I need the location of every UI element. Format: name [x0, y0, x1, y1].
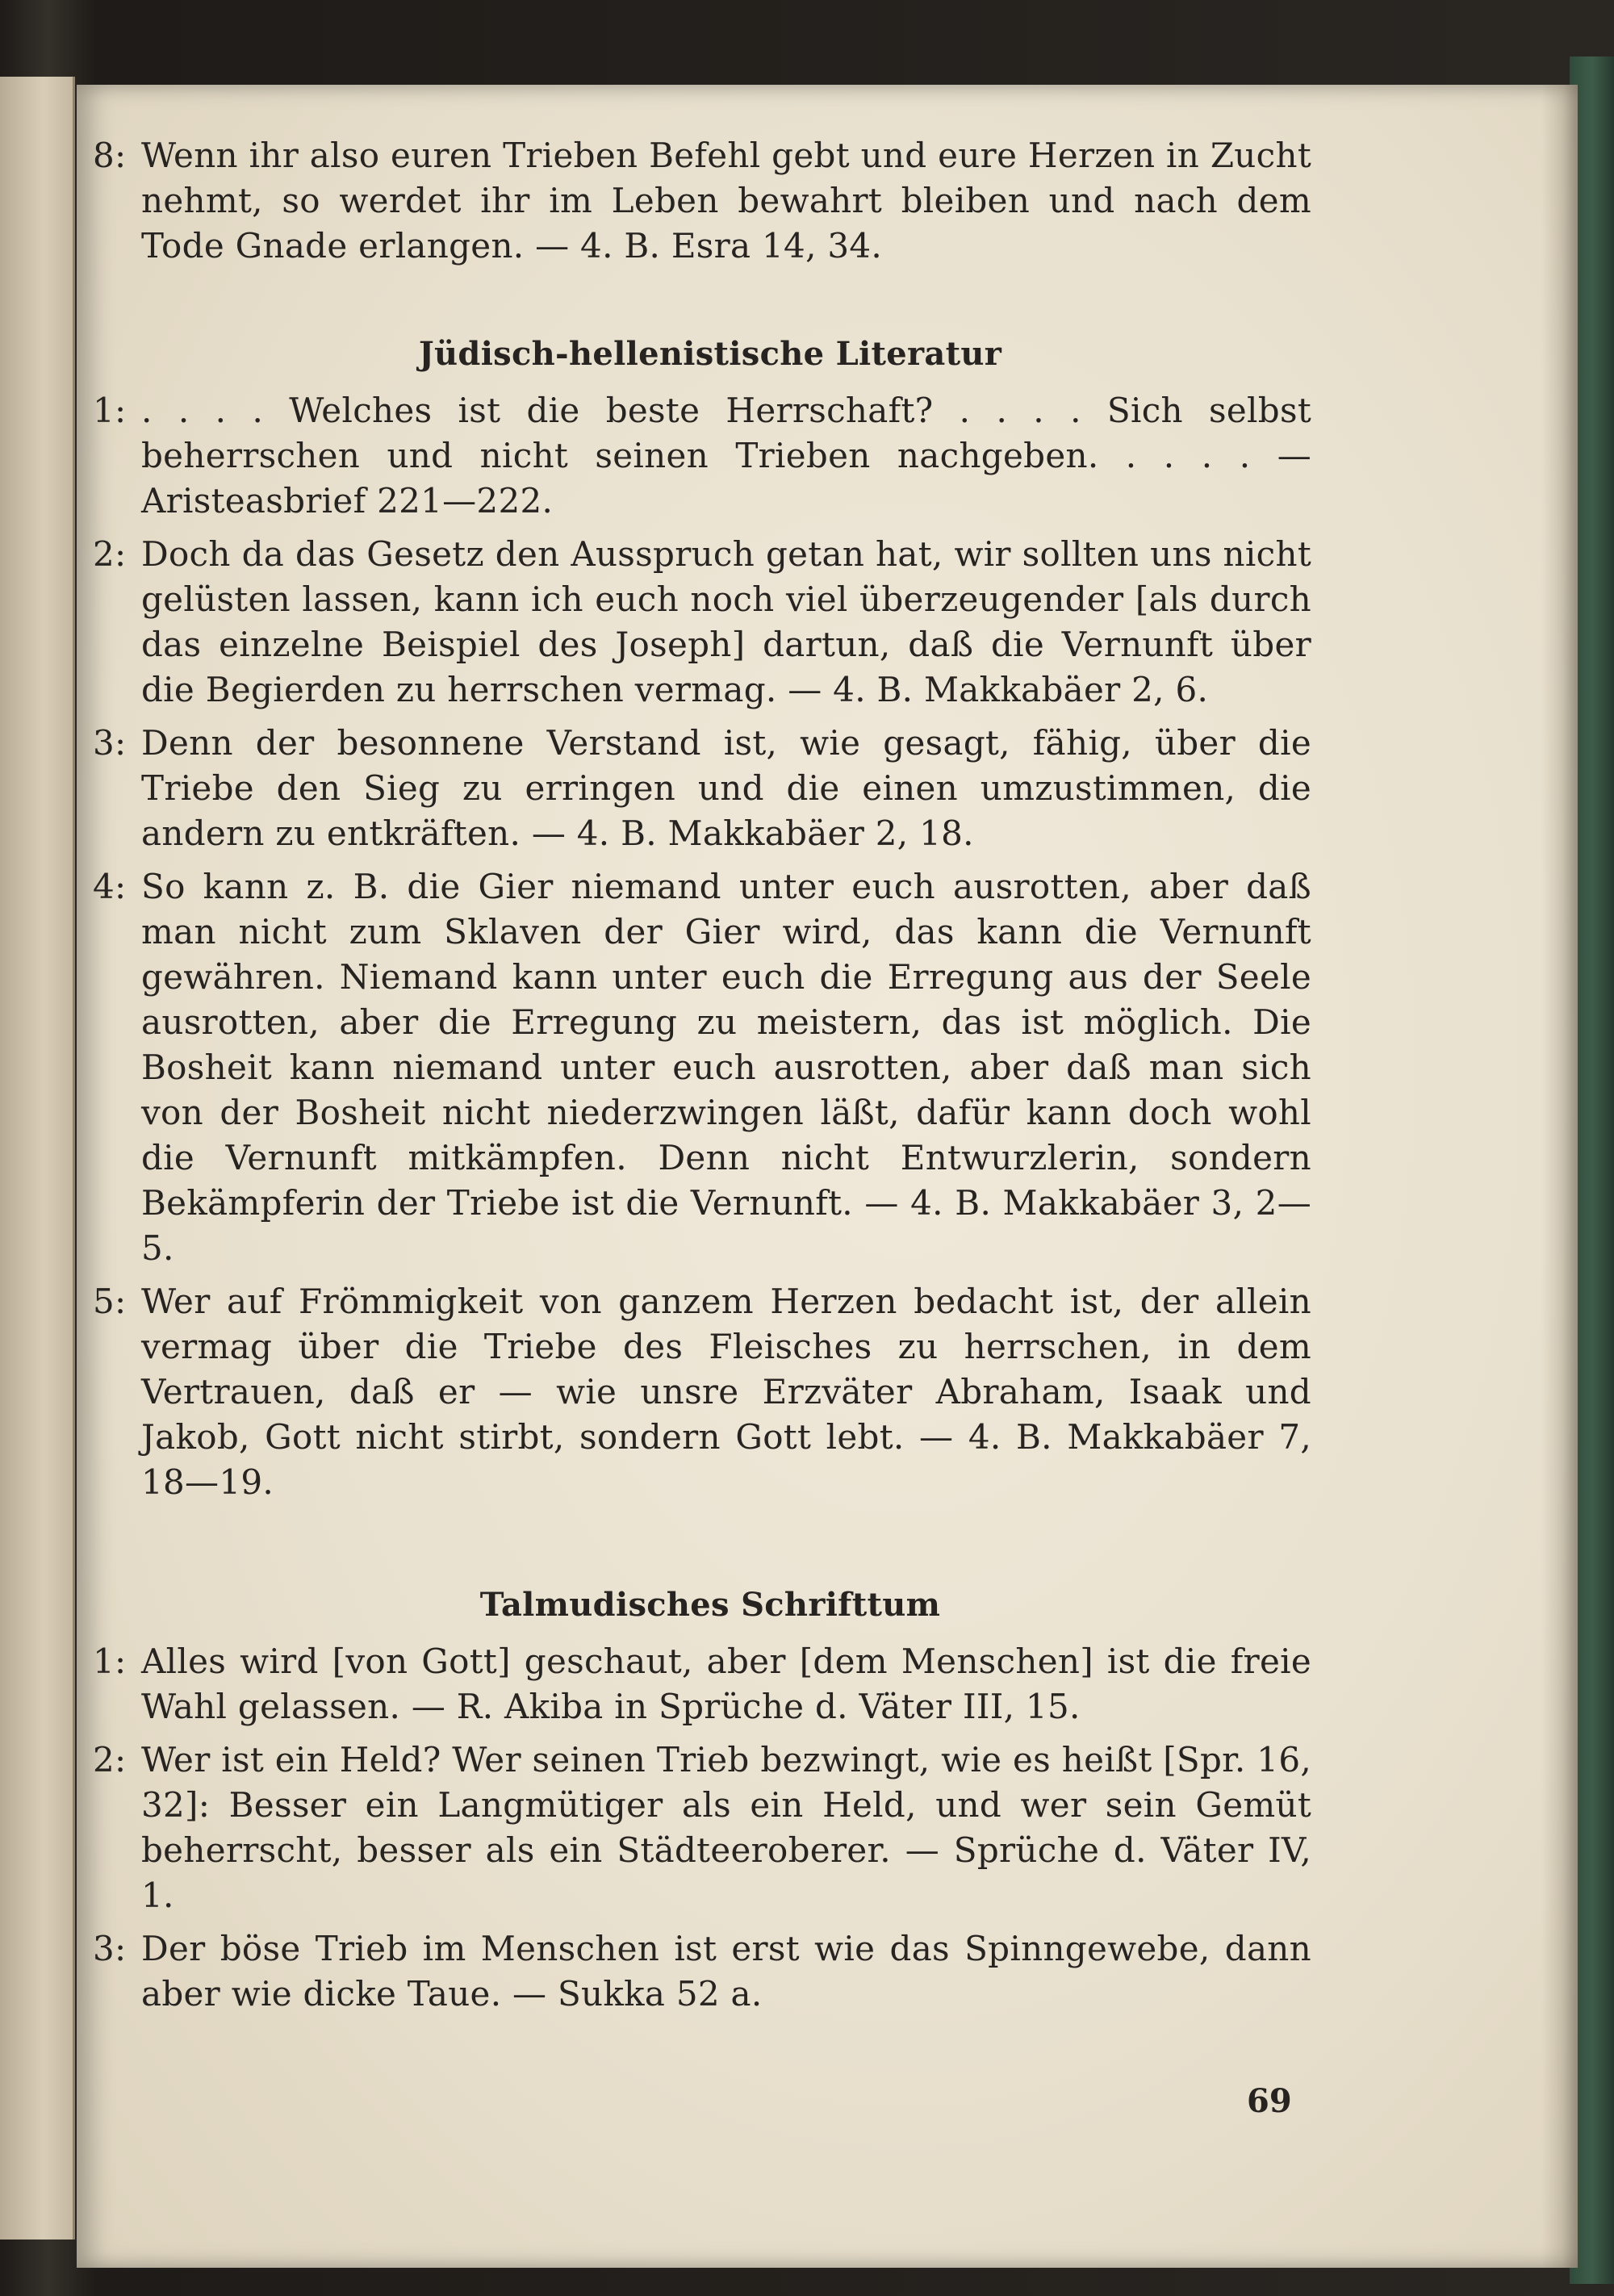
entry-number: 1:	[93, 1641, 127, 1681]
facing-page-edge	[0, 77, 75, 2240]
entry-text: So kann z. B. die Gier niemand unter euch ausrotten, aber daß man nicht zum Sklaven der Gier wird, das kann die Vernunft gewähren. Niemand kann unter euch die Erregung aus der Seele ausrotten, aber die Erregung zu meistern, das ist möglich. Die Bosheit kann niemand unter euch ausrotten, aber daß man sich von der Bosheit nicht niederzwingen läßt, dafür kann doch wohl die Vernunft mitkämpfen. Denn nicht Entwurzlerin, sondern Bekämpferin der Triebe ist die Vernunft. — 4. B. Makkabäer 3, 2—5.	[141, 867, 1311, 1268]
hellenistic-entry-2	[93, 532, 1311, 713]
entry-text: Doch da das Gesetz den Ausspruch getan hat, wir sollten uns nicht gelüsten lassen, kann ich euch noch viel überzeugender [als durch das einzelne Beispiel des Joseph] dartun, daß die Vernunft über die Begierden zu herrschen vermag. — 4. B. Makkabäer 2, 6.	[141, 534, 1311, 709]
entry-number: 4:	[93, 867, 127, 906]
page-number: 69	[1247, 2082, 1292, 2120]
page-text	[93, 133, 1311, 2025]
intro-entry	[93, 133, 1311, 269]
entry-number: 2:	[93, 1740, 127, 1780]
talmudic-entry-3	[93, 1926, 1311, 2017]
entry-text: . . . . Welches ist die beste Herrschaft? . . . . Sich selbst beherrschen und nicht seinen Trieben nachgeben. . . . . — Aristeasbrief 221—222.	[141, 391, 1311, 521]
page-shadow	[1541, 85, 1578, 2268]
entry-number: 1:	[93, 391, 127, 430]
entry-number: 3:	[93, 723, 127, 763]
entry-text: Denn der besonnene Verstand ist, wie gesagt, fähig, über die Triebe den Sieg zu erringen und die einen umzustimmen, die andern zu entkräften. — 4. B. Makkabäer 2, 18.	[141, 723, 1311, 853]
entry-number: 3:	[93, 1929, 127, 1968]
talmudic-entry-2	[93, 1738, 1311, 1918]
section-heading-hellenistic: Jüdisch-hellenistische Literatur	[418, 335, 1002, 373]
hellenistic-entry-5	[93, 1279, 1311, 1505]
hellenistic-entry-1	[93, 388, 1311, 524]
entry-number: 2:	[93, 534, 127, 574]
entry-text: Wer ist ein Held? Wer seinen Trieb bezwingt, wie es heißt [Spr. 16, 32]: Besser ein Langmütiger als ein Held, und wer sein Gemüt beherrscht, besser als ein Städteeroberer. — Sprüche d. Väter IV, 1.	[141, 1740, 1311, 1915]
entry-text: Wer auf Frömmigkeit von ganzem Herzen bedacht ist, der allein vermag über die Triebe des Fleisches zu herrschen, in dem Vertrauen, daß er — wie unsre Erzväter Abraham, Isaak und Jakob, Gott nicht stirbt, sondern Gott lebt. — 4. B. Makkabäer 7, 18—19.	[141, 1282, 1311, 1502]
section-heading-talmudic: Talmudisches Schrifttum	[479, 1586, 941, 1624]
talmudic-entry-1	[93, 1639, 1311, 1729]
hellenistic-entry-4	[93, 864, 1311, 1271]
entry-text: Alles wird [von Gott] geschaut, aber [dem Menschen] ist die freie Wahl gelassen. — R. Akiba in Sprüche d. Väter III, 15.	[141, 1641, 1311, 1726]
entry-text: Wenn ihr also euren Trieben Befehl gebt und eure Herzen in Zucht nehmt, so werdet ihr im Leben bewahrt bleiben und nach dem Tode Gnade erlangen. — 4. B. Esra 14, 34.	[141, 136, 1311, 266]
entry-number: 8:	[93, 136, 127, 175]
entry-number: 5:	[93, 1282, 127, 1321]
entry-text: Der böse Trieb im Menschen ist erst wie das Spinngewebe, dann aber wie dicke Taue. — Sukka 52 a.	[141, 1929, 1311, 2014]
hellenistic-entry-3	[93, 721, 1311, 856]
